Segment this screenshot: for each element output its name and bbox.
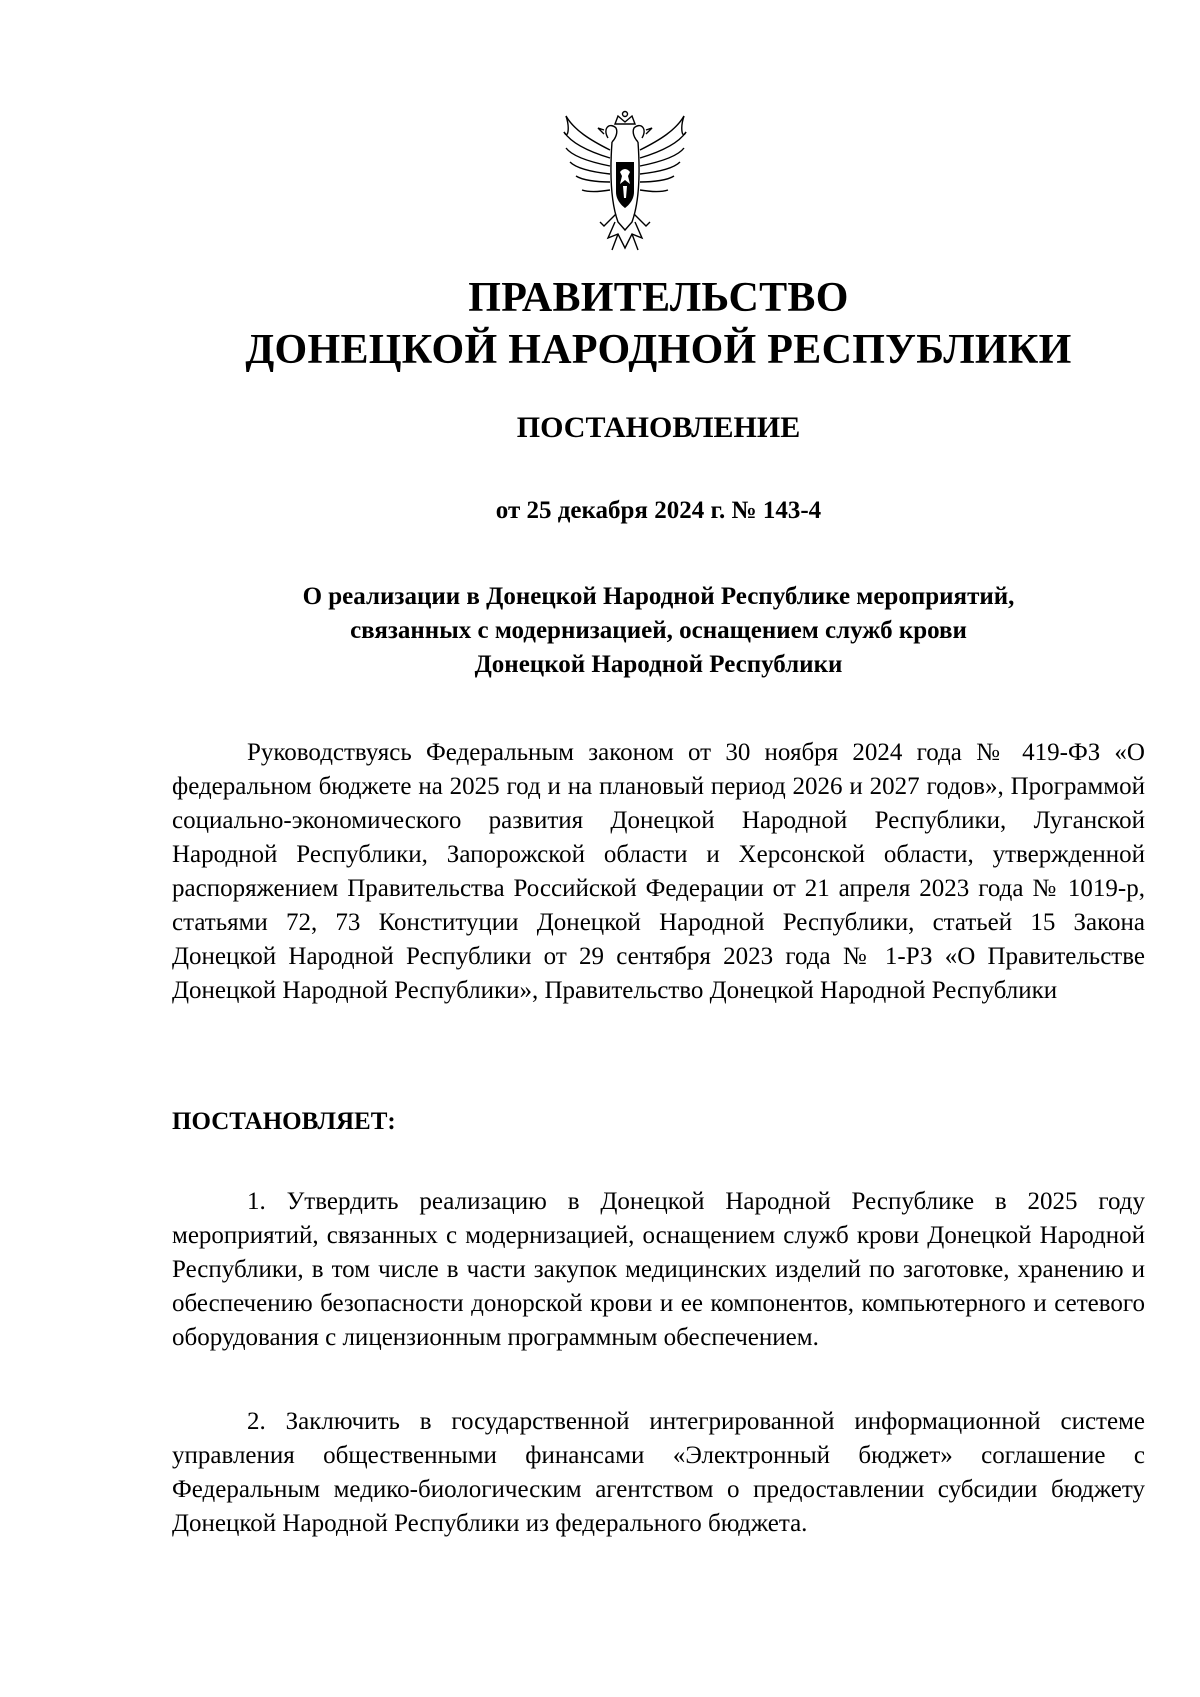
issuer-title-line-2: ДОНЕЦКОЙ НАРОДНОЙ РЕСПУБЛИКИ (245, 327, 1072, 373)
resolves-heading: ПОСТАНОВЛЯЕТ: (172, 1108, 396, 1135)
document-date-number: от 25 декабря 2024 г. № 143-4 (495, 497, 822, 524)
issuer-header (172, 272, 1145, 376)
clause-2: 2. Заключить в государственной интегрированной информационной системе управления общественными финансами «Электронный бюджет» соглашение с Федеральным медико-биологическим агентством о предоставлении субсидии бюджету Донецкой Народной Республики из федерального бюджета. (172, 1408, 1145, 1537)
clause-1: 1. Утвердить реализацию в Донецкой Народной Республике в 2025 году мероприятий, связанных с модернизацией, оснащением служб крови Донецкой Народной Республики, в том числе в части закупок медицинских изделий по заготовке, хранению и обеспечению безопасности донорской крови и ее компонентов, компьютерного и сетевого оборудования с лицензионным программным обеспечением. (172, 1188, 1145, 1351)
subject-line-3: Донецкой Народной Республики (474, 651, 843, 678)
subject-line-2: связанных с модернизацией, оснащением служб крови (350, 617, 967, 644)
coat-of-arms-icon (560, 110, 690, 260)
document-subject (172, 580, 1145, 682)
preamble-paragraph: Руководствуясь Федеральным законом от 30 ноября 2024 года № 419-ФЗ «О федеральном бюджете на 2025 год и на плановый период 2026 и 2027 годов», Программой социально-экономического развития Донецкой Народной Республики, Луганской Народной Республики, Запорожской области и Херсонской области, утвержденной распоряжением Правительства Российской Федерации от 21 апреля 2023 года № 1019-р, статьями 72, 73 Конституции Донецкой Народной Республики, статьей 15 Закона Донецкой Народной Республики от 29 сентября 2023 года № 1-РЗ «О Правительстве Донецкой Народной Республики», Правительство Донецкой Народной Республики (172, 739, 1145, 1004)
subject-line-1: О реализации в Донецкой Народной Республике мероприятий, (302, 583, 1015, 610)
document-type: ПОСТАНОВЛЕНИЕ (516, 411, 801, 444)
issuer-title-line-1: ПРАВИТЕЛЬСТВО (468, 275, 849, 321)
